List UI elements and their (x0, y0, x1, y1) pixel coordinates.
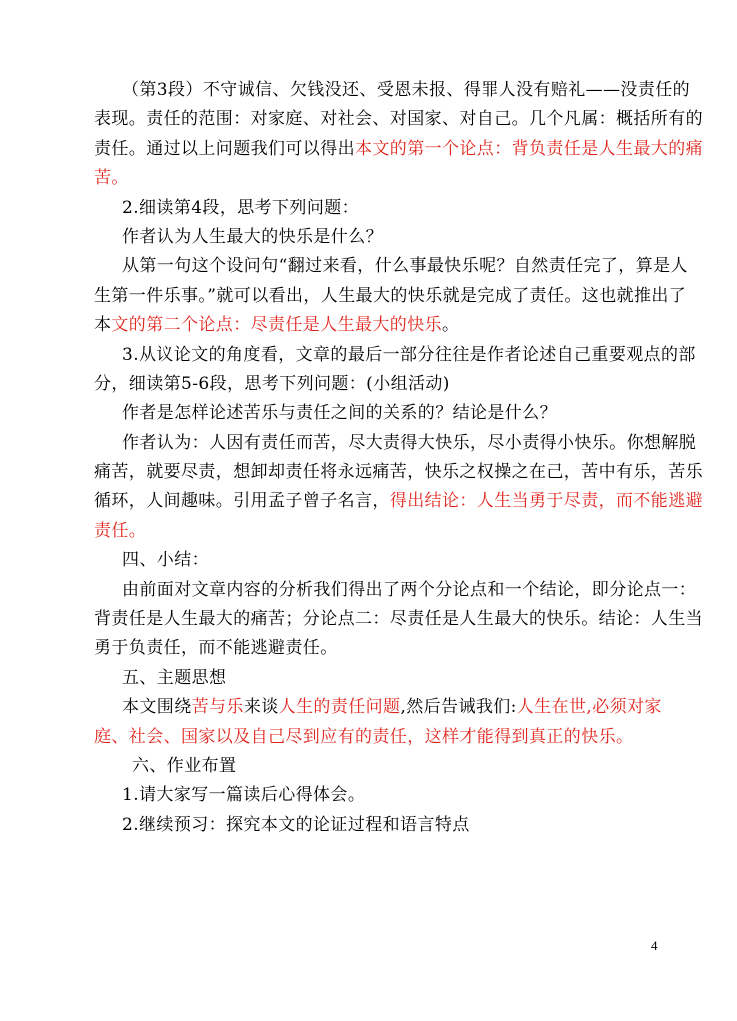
body-text: 勇于负责任，而不能逃避责任。 (94, 638, 338, 659)
body-text: 由前面对文章内容的分析我们得出了两个分论点和一个结论，即分论点一： (122, 579, 697, 600)
body-text: 本文围绕 (122, 697, 192, 718)
emphasis-text: 苦与乐 (191, 697, 244, 718)
body-text: 从第一句这个设问句“翻过来看，什么事最快乐呢？自然责任完了，算是人 (122, 256, 688, 277)
body-text: 作者是怎样论述苦乐与责任之间的关系的？结论是什么？ (122, 403, 557, 424)
text-line (94, 664, 664, 693)
body-text: 2.细读第4段，思考下列问题： (122, 197, 360, 218)
emphasis-text: 苦。 (94, 168, 129, 189)
text-line (94, 546, 664, 575)
body-text: 来谈 (243, 697, 279, 718)
text-line (94, 487, 704, 516)
body-text: 本 (94, 315, 112, 336)
body-text: 生第一件乐事。”就可以看出，人生最大的快乐就是完成了责任。这也就推出了 (94, 285, 687, 306)
text-line (94, 76, 691, 105)
body-text: 六、作业布置 (132, 755, 237, 776)
text-line (94, 311, 664, 340)
emphasis-text: 本文的第一个论点：背负责任是人生最大的痛 (355, 138, 703, 159)
text-line (94, 164, 664, 193)
emphasis-text: 庭、社会、国家以及自己尽到应有的责任，这样才能得到真正的快乐。 (94, 726, 634, 747)
text-line (94, 429, 697, 458)
text-line (94, 370, 664, 399)
text-line (94, 399, 664, 428)
body-text: 3.从议论文的角度看，文章的最后一部分往往是作者论述自己重要观点的部 (122, 344, 696, 365)
emphasis-text: 责任。 (94, 520, 147, 541)
text-line (94, 252, 688, 281)
text-line (94, 693, 664, 722)
text-line (94, 634, 664, 663)
body-text: ,然后告诫我们: (400, 697, 517, 718)
body-text: 作者认为人生最大的快乐是什么？ (122, 226, 383, 247)
body-text: 分，细读第5-6段，思考下列问题：(小组活动) (94, 373, 450, 394)
emphasis-text: 得出结论：人生当勇于尽责，而不能逃避 (389, 491, 704, 512)
text-line (94, 282, 687, 311)
emphasis-text: 文的第二个论点：尽责任是人生最大的快乐 (111, 315, 443, 336)
body-text: 表现。责任的范围：对家庭、对社会、对国家、对自己。几个凡属：概括所有的 (94, 109, 703, 130)
body-text: 2.继续预习：探究本文的论证过程和语言特点 (122, 814, 470, 835)
body-text: 四、小结： (122, 550, 209, 571)
emphasis-text: 人生在世,必须对家 (516, 697, 662, 718)
body-text: 五、主题思想 (122, 667, 227, 688)
body-text: 痛苦，就要尽责，想卸却责任将永远痛苦，快乐之权操之在己，苦中有乐，苦乐 (94, 462, 703, 483)
text-line (94, 135, 703, 164)
text-line (94, 517, 664, 546)
body-text: 1.请大家写一篇读后心得体会。 (122, 785, 366, 806)
text-line (94, 458, 703, 487)
emphasis-text: 人生的责任问题 (278, 697, 401, 718)
body-text: 作者认为：人因有责任而苦，尽大责得大快乐，尽小责得小快乐。你想解脱 (122, 432, 697, 453)
text-line (94, 605, 703, 634)
body-text: 。 (442, 315, 460, 336)
document-body (94, 76, 704, 840)
text-line (94, 341, 696, 370)
text-line (94, 223, 664, 252)
text-line (94, 576, 697, 605)
text-line (94, 752, 664, 781)
body-text: 背责任是人生最大的痛苦；分论点二：尽责任是人生最大的快乐。结论：人生当 (94, 609, 703, 630)
text-line (94, 105, 703, 134)
text-line (94, 194, 664, 223)
body-text: 责任。通过以上问题我们可以得出 (94, 138, 355, 159)
text-line (94, 781, 664, 810)
text-line (94, 811, 664, 840)
body-text: 循环，人间趣味。引用孟子曾子名言， (94, 491, 390, 512)
text-line (94, 723, 664, 752)
body-text: （第3段）不守诚信、欠钱没还、受恩未报、得罪人没有赔礼——没责任的 (122, 80, 691, 100)
page-number: 4 (651, 938, 658, 953)
